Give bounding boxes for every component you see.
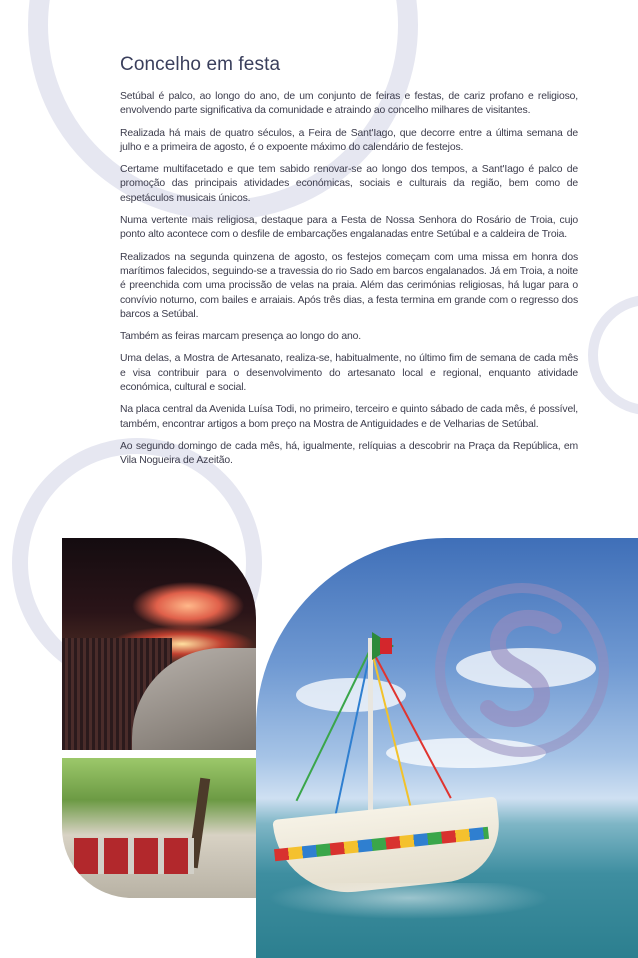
market-stalls [74,838,194,874]
article [120,54,578,477]
page-title: Concelho em festa [120,54,281,75]
boat-mast [368,638,373,828]
paragraph-4: Numa vertente mais religiosa, destaque para a Festa de Nossa Senhora do Rosário de Troia, cujo ponto alto acontece com o desfile de embarcações engalanadas entre Setúbal e a caldeira de Troia. [120,215,578,241]
paragraph-3: Certame multifacetado e que tem sabido renovar-se ao longo dos tempos, a Sant'Iago é palco de promoção das principais atividades económicas, sociais e culturais da região, bem como de espetáculos musicais únicos. [120,164,578,204]
paragraph-7: Uma delas, a Mostra de Artesanato, realiza-se, habitualmente, no último fim de semana de cada mês e visa contribuir para o desenvolvimento do artesanato local e regional, enquanto atividade económica, cultural e social. [120,353,578,394]
boat-streamer [296,648,372,802]
concert-photo [62,538,256,750]
boat-streamer [335,648,372,815]
decorative-ring-right [588,295,638,415]
paragraph-9: Ao segundo domingo de cada mês, há, igualmente, relíquias a descobrir na Praça da República, em Vila Nogueira de Azeitão. [120,440,578,467]
boat-streamer [370,648,413,813]
setubal-logo-icon [432,580,612,760]
boat-wake [256,883,638,958]
paragraph-2: Realizada há mais de quatro séculos, a Feira de Sant'Iago, que decorre entre a última semana de julho e a primeira de agosto, é o expoente máximo do calendário de festejos. [120,127,578,153]
paragraph-5: Realizados na segunda quinzena de agosto, os festejos começam com uma missa em honra dos marítimos falecidos, seguindo-se a travessia do rio Sado em barcos engalanados. Já em Troia, a noite é preenchida com uma procissão de velas na praia. Além das cerimónias religiosas, há lugar para o convívio noturno, com bailes e arraiais. Após três dias, a festa termina em grande com o regresso dos barcos a Setúbal. [120,251,578,320]
paragraph-6: Também as feiras marcam presença ao longo do ano. [120,331,361,343]
paragraph-8: Na placa central da Avenida Luísa Todi, no primeiro, terceiro e quinto sábado de cada mês, é possível, também, encontrar artigos a bom preço na Mostra de Antiguidades e de Velharias de Setúbal. [120,404,578,430]
portugal-flag-red [380,638,392,654]
paragraph-1: Setúbal é palco, ao longo do ano, de um conjunto de feiras e festas, de cariz profano e religioso, envolvendo parte significativa da comunidade e atraindo ao concelho milhares de visitantes. [120,91,578,117]
market-photo [62,758,256,898]
